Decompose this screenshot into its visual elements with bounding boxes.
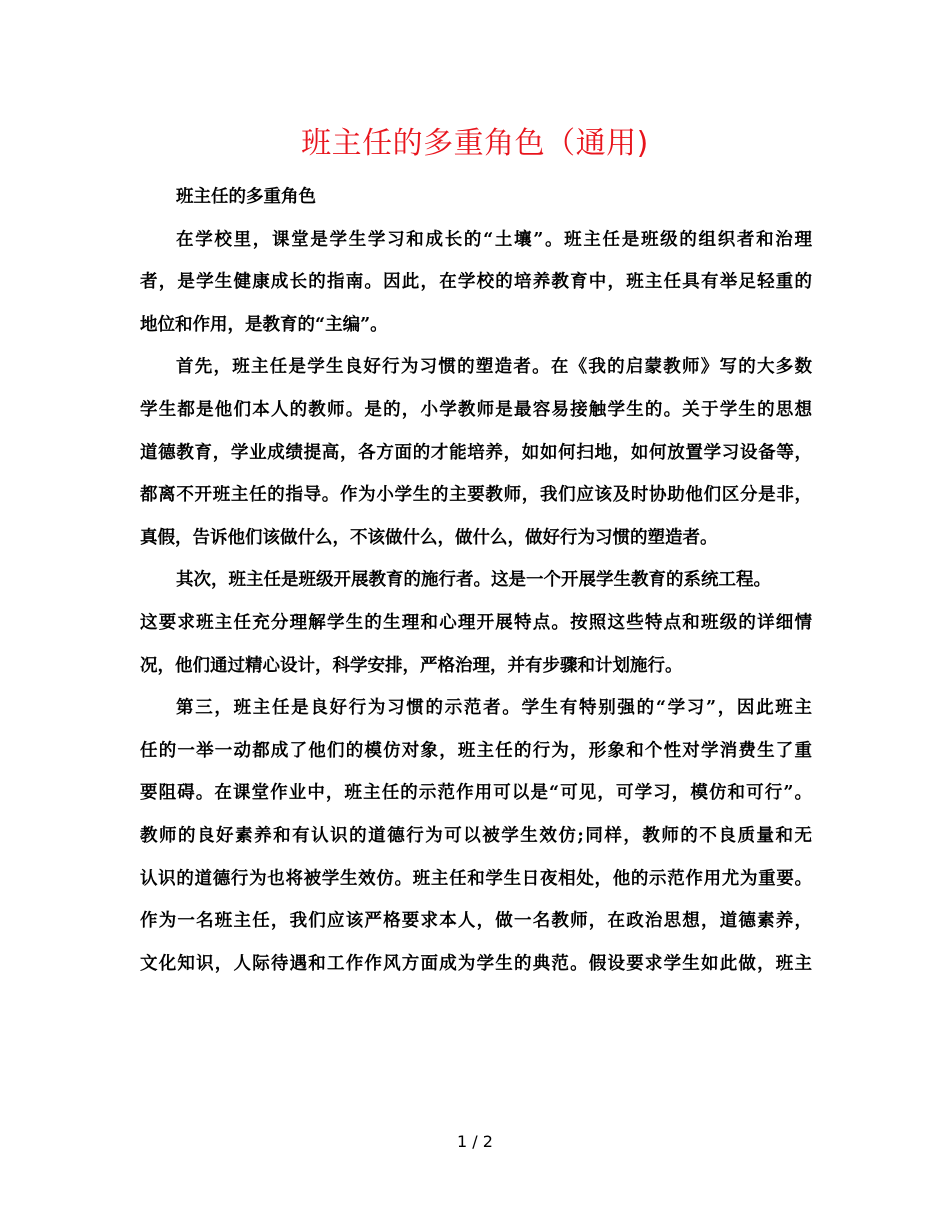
text-line: 作为一名班主任，我们应该严格要求本人，做一名教师，在政治思想，道德素养， (140, 911, 812, 932)
text-line: 学生都是他们本人的教师。是的，小学教师是最容易接触学生的。关于学生的思想 (140, 399, 812, 420)
paragraph (140, 559, 812, 687)
text-line: 教师的良好素养和有认识的道德行为可以被学生效仿;同样，教师的不良质量和无 (140, 825, 812, 846)
text-line: 者，是学生健康成长的指南。因此，在学校的培养教育中，班主任具有举足轻重的 (140, 272, 812, 293)
text-line: 其次，班主任是班级开展教育的施行者。这是一个开展学生教育的系统工程。 (176, 570, 771, 591)
text-line: 要阻碍。在课堂作业中，班主任的示范作用可以是“可见，可学习，模仿和可行”。 (140, 783, 812, 804)
document-title: 班主任的多重角色（通用) (301, 126, 649, 161)
text-line: 真假，告诉他们该做什么，不该做什么，做什么，做好行为习惯的塑造者。 (140, 527, 718, 548)
paragraph (140, 346, 812, 559)
text-line: 况，他们通过精心设计，科学安排，严格治理，并有步骤和计划施行。 (140, 655, 683, 676)
text-line: 任的一举一动都成了他们的模仿对象，班主任的行为，形象和个性对学消费生了重 (140, 740, 812, 761)
document-subtitle: 班主任的多重角色 (176, 187, 316, 207)
text-line: 都离不开班主任的指导。作为小学生的主要教师，我们应该及时协助他们区分是非， (140, 485, 812, 506)
paragraph (140, 219, 812, 347)
text-line: 这要求班主任充分理解学生的生理和心理开展特点。按照这些特点和班级的详细情 (140, 612, 812, 633)
text-line: 第三，班主任是良好行为习惯的示范者。学生有特别强的“学习”，因此班主 (176, 698, 812, 719)
text-line: 在学校里，课堂是学生学习和成长的“土壤”。班主任是班级的组织者和治理 (176, 229, 812, 250)
text-line: 认识的道德行为也将被学生效仿。班主任和学生日夜相处，他的示范作用尤为重要。 (140, 868, 812, 889)
text-line: 首先，班主任是学生良好行为习惯的塑造者。在《我的启蒙教师》写的大多数 (176, 357, 812, 378)
paragraph (140, 687, 812, 985)
document-body (140, 176, 812, 985)
text-line: 道德教育，学业成绩提高，各方面的才能培养，如如何扫地，如何放置学习设备等， (140, 442, 812, 463)
text-line: 文化知识，人际待遇和工作作风方面成为学生的典范。假设要求学生如此做，班主 (140, 953, 812, 974)
page-number: 1 / 2 (457, 1132, 493, 1151)
text-line: 地位和作用，是教育的“主编”。 (140, 314, 388, 335)
